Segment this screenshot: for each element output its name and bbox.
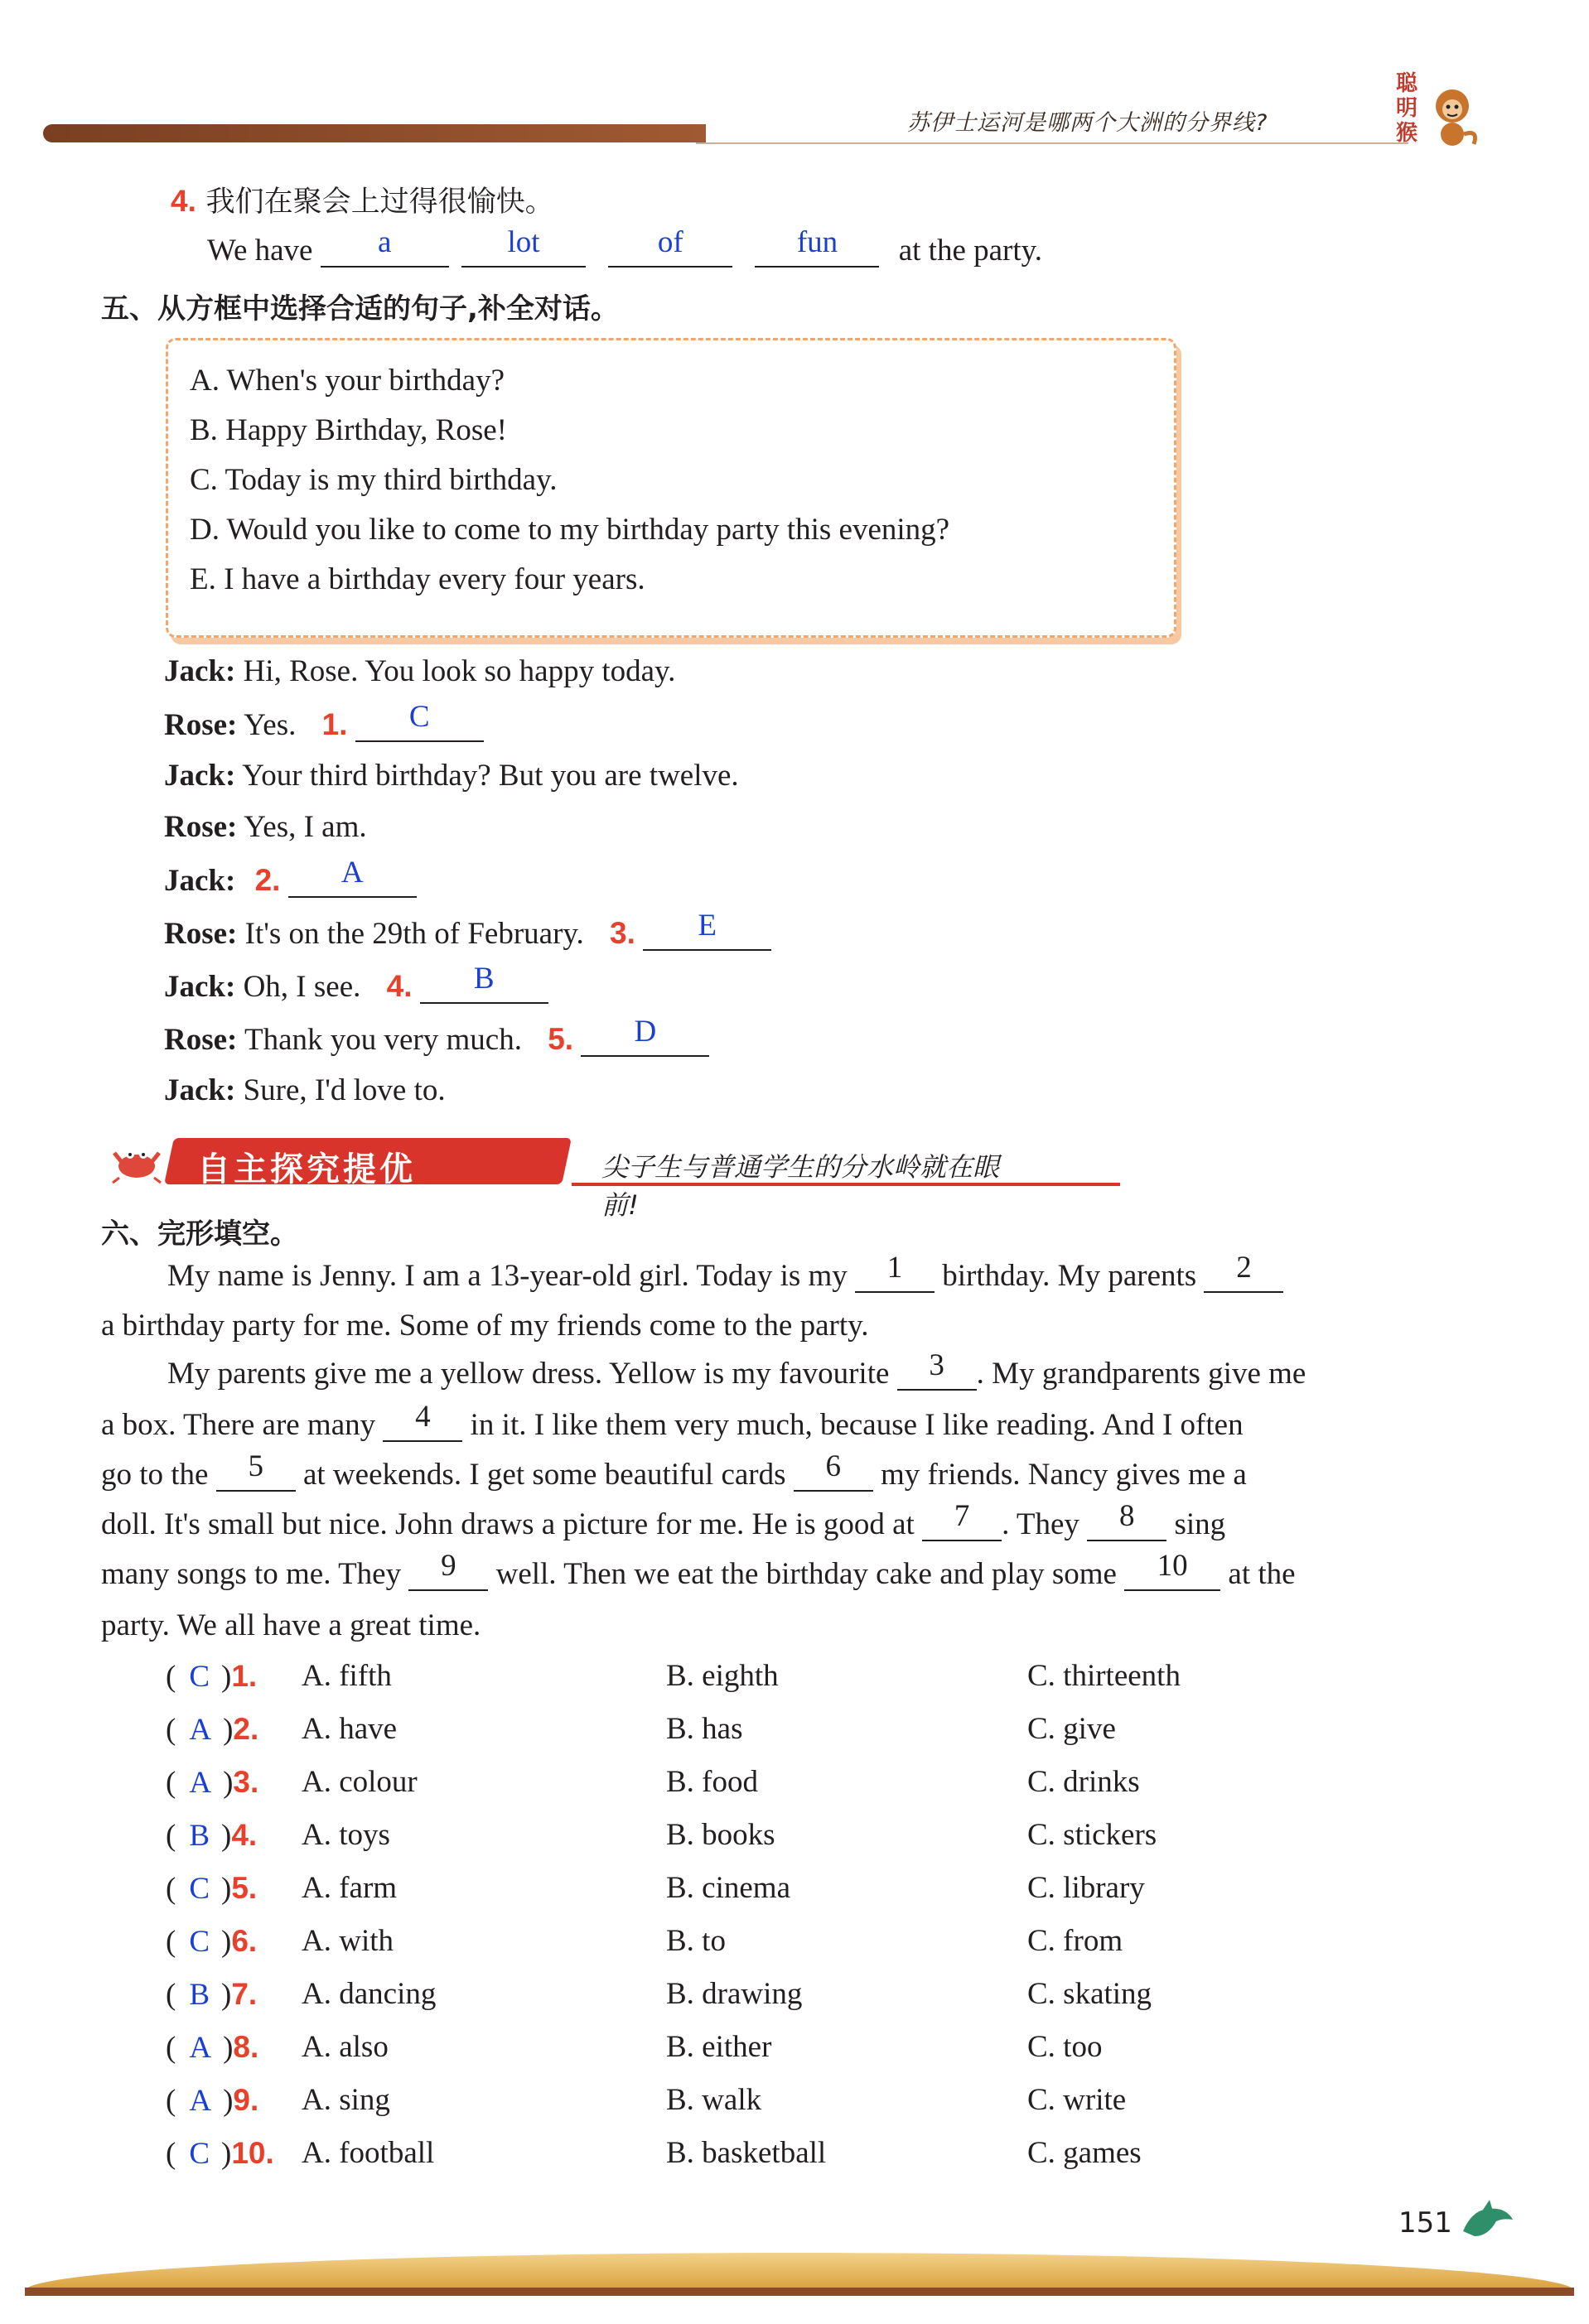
paren-close: ) <box>223 2031 234 2065</box>
paren-open: ( <box>166 2137 176 2171</box>
passage-line-4 <box>101 1400 1244 1442</box>
q4-blank-3[interactable] <box>608 225 732 268</box>
section5-title: 五、从方框中选择合适的句子,补全对话。 <box>101 292 619 325</box>
choice-b: B. cinema <box>666 1871 791 1905</box>
cloze-blank-2[interactable] <box>1204 1251 1283 1293</box>
choice-answer: C <box>189 1925 210 1959</box>
q4-blank-4[interactable] <box>755 225 879 268</box>
choice-number: 2. <box>233 1712 259 1746</box>
footer-base <box>25 2288 1574 2296</box>
passage-text: . They <box>1002 1507 1079 1541</box>
cloze-blank-4[interactable] <box>383 1400 462 1442</box>
passage-text: my friends. Nancy gives me a <box>881 1458 1247 1492</box>
choice-b: B. drawing <box>666 1977 803 2011</box>
paren-close: ) <box>223 1713 234 1747</box>
dialogue-answer-4: B <box>473 962 495 996</box>
passage-line-1 <box>167 1251 1283 1293</box>
choice-a: A. have <box>302 1712 398 1746</box>
section6-title: 六、完形填空。 <box>101 1217 298 1251</box>
choice-b: B. food <box>666 1765 758 1799</box>
choice-answer: B <box>189 1978 210 2012</box>
section-banner <box>108 1135 1019 1221</box>
cloze-blank-number: 6 <box>825 1449 842 1483</box>
passage-text: at weekends. I get some beautiful cards <box>302 1458 786 1492</box>
choice-c: C. library <box>1027 1871 1145 1905</box>
choice-c: C. give <box>1027 1712 1116 1746</box>
dialogue-blank-5[interactable] <box>581 1015 709 1057</box>
paren-close: ) <box>221 1872 232 1906</box>
q4-suffix: at the party. <box>898 234 1043 268</box>
dialogue-text: Thank you very much. <box>244 1023 522 1057</box>
paren-close: ) <box>221 1819 232 1853</box>
passage-text: many songs to me. They <box>101 1557 402 1591</box>
logo-text: 聪明猴 <box>1396 71 1418 146</box>
paren-open: ( <box>166 2084 176 2118</box>
blank-number: 3. <box>610 916 635 950</box>
choice-a: A. colour <box>302 1765 418 1799</box>
choice-a: A. with <box>302 1924 394 1958</box>
paren-open: ( <box>166 1766 176 1800</box>
choice-b: B. eighth <box>666 1659 779 1693</box>
choice-c: C. skating <box>1027 1977 1152 2011</box>
cloze-blank-number: 2 <box>1236 1251 1252 1285</box>
paren-close: ) <box>221 1978 232 2012</box>
choice-row[interactable] <box>166 1711 258 1748</box>
cloze-blank-7[interactable] <box>922 1499 1002 1541</box>
passage-line-7 <box>101 1549 1296 1591</box>
passage-line-5 <box>101 1449 1247 1492</box>
choice-answer: C <box>189 1660 210 1694</box>
choice-a: A. sing <box>302 2083 390 2117</box>
choice-c: C. games <box>1027 2136 1142 2170</box>
crab-icon <box>108 1138 166 1184</box>
choice-c: C. stickers <box>1027 1818 1157 1852</box>
choice-number: 4. <box>231 1818 258 1852</box>
option-e: E. I have a birthday every four years. <box>190 562 645 596</box>
dialogue-text: Oh, I see. <box>243 970 361 1004</box>
cloze-blank-6[interactable] <box>794 1449 873 1492</box>
choice-number: 7. <box>231 1977 258 2011</box>
banner-title: 自主探究提优 <box>197 1150 416 1189</box>
dialogue-text: Yes, I am. <box>244 810 367 844</box>
choice-number: 6. <box>231 1924 258 1958</box>
choice-a: A. fifth <box>302 1659 392 1693</box>
dialogue-line-2 <box>164 700 484 742</box>
choice-number: 8. <box>233 2030 259 2064</box>
q4-answer-4: fun <box>796 225 838 259</box>
q4-answer-2: lot <box>507 225 540 259</box>
cloze-blank-1[interactable] <box>855 1251 935 1293</box>
choice-number: 1. <box>231 1659 258 1693</box>
passage-text: birthday. My parents <box>942 1259 1197 1293</box>
speaker: Rose: <box>164 1023 238 1057</box>
speaker: Jack: <box>164 864 236 898</box>
passage-text: go to the <box>101 1458 209 1492</box>
dialogue-line-4 <box>164 812 367 842</box>
choice-number: 5. <box>231 1871 258 1905</box>
paren-open: ( <box>166 1660 176 1694</box>
speaker: Jack: <box>164 654 236 688</box>
paren-close: ) <box>221 2137 232 2171</box>
choice-b: B. books <box>666 1818 775 1852</box>
header-bar <box>43 124 706 142</box>
dialogue-blank-3[interactable] <box>643 909 771 951</box>
paren-open: ( <box>166 1978 176 2012</box>
passage-text: in it. I like them very much, because I like reading. And I often <box>470 1408 1244 1442</box>
choice-c: C. too <box>1027 2030 1103 2064</box>
blank-number: 2. <box>254 863 281 897</box>
blank-number: 4. <box>386 969 413 1003</box>
q4-prefix: We have <box>207 234 313 268</box>
dialogue-answer-1: C <box>408 700 430 734</box>
choice-row[interactable] <box>166 1658 257 1695</box>
cloze-blank-number: 4 <box>415 1400 431 1434</box>
dialogue-line-5 <box>164 856 417 898</box>
choice-a: A. football <box>302 2136 435 2170</box>
passage-line-2: a birthday party for me. Some of my friends come to the party. <box>101 1309 869 1343</box>
q4-answer-1: a <box>378 225 392 259</box>
page-number: 151 <box>1398 2206 1452 2240</box>
dialogue-blank-4[interactable] <box>420 962 548 1004</box>
cloze-blank-5[interactable] <box>216 1449 296 1492</box>
choice-number: 10. <box>231 2136 274 2170</box>
option-b: B. Happy Birthday, Rose! <box>190 413 507 447</box>
choice-b: B. basketball <box>666 2136 827 2170</box>
paren-close: ) <box>221 1660 232 1694</box>
choice-c: C. write <box>1027 2083 1127 2117</box>
choice-answer: A <box>189 2031 212 2065</box>
cloze-blank-10[interactable] <box>1124 1549 1220 1591</box>
choice-answer: C <box>189 2137 210 2171</box>
blank-number: 1. <box>321 707 348 741</box>
dolphin-icon <box>1458 2195 1516 2244</box>
passage-text: . My grandparents give me <box>976 1357 1306 1391</box>
q4-chinese-line <box>171 186 554 217</box>
dialogue-line-1 <box>164 656 675 687</box>
dialogue-line-6 <box>164 909 771 951</box>
dialogue-line-7 <box>164 962 548 1004</box>
paren-close: ) <box>223 2084 234 2118</box>
cloze-blank-8[interactable] <box>1087 1499 1166 1541</box>
cloze-blank-number: 5 <box>248 1449 263 1483</box>
cloze-blank-number: 1 <box>886 1251 903 1285</box>
passage-text: My parents give me a yellow dress. Yellow is my favourite <box>167 1357 890 1391</box>
cloze-blank-3[interactable] <box>897 1348 977 1391</box>
paren-open: ( <box>166 1925 176 1959</box>
choice-c: C. thirteenth <box>1027 1659 1181 1693</box>
choice-answer: B <box>189 1819 210 1853</box>
cloze-blank-9[interactable] <box>408 1549 488 1591</box>
choice-row[interactable] <box>166 1976 257 2013</box>
speaker: Rose: <box>164 917 238 951</box>
choice-a: A. toys <box>302 1818 390 1852</box>
option-a: A. When's your birthday? <box>190 364 505 398</box>
dialogue-blank-1[interactable] <box>355 700 484 742</box>
dialogue-text: Hi, Rose. You look so happy today. <box>243 654 676 688</box>
passage-line-8: party. We all have a great time. <box>101 1608 481 1642</box>
cloze-blank-number: 9 <box>441 1549 456 1583</box>
choice-c: C. drinks <box>1027 1765 1140 1799</box>
dialogue-answer-3: E <box>698 909 717 943</box>
choice-b: B. has <box>666 1712 743 1746</box>
monkey-icon <box>1424 83 1484 149</box>
cloze-blank-number: 10 <box>1157 1549 1188 1583</box>
cloze-blank-number: 7 <box>954 1499 970 1533</box>
paren-open: ( <box>166 2031 176 2065</box>
paren-close: ) <box>223 1766 234 1800</box>
speaker: Rose: <box>164 810 238 844</box>
dialogue-text: It's on the 29th of February. <box>244 917 584 951</box>
dialogue-line-8 <box>164 1015 709 1057</box>
passage-text: sing <box>1174 1507 1226 1541</box>
choices-list <box>166 1658 1243 2188</box>
dialogue-line-3 <box>164 760 739 791</box>
choice-b: B. either <box>666 2030 772 2064</box>
choice-row[interactable] <box>166 2029 258 2066</box>
dialogue-answer-2: A <box>340 856 364 890</box>
choice-answer: C <box>189 1872 210 1906</box>
choice-number: 9. <box>233 2083 259 2117</box>
choice-row[interactable] <box>166 2082 258 2119</box>
paren-close: ) <box>221 1925 232 1959</box>
header-rule <box>696 142 1408 144</box>
header-question: 苏伊士运河是哪两个大洲的分界线? <box>907 110 1268 136</box>
passage-text: well. Then we eat the birthday cake and play some <box>495 1557 1117 1591</box>
choice-row[interactable] <box>166 1817 257 1854</box>
q4-blank-1[interactable] <box>321 225 449 268</box>
passage-text: doll. It's small but nice. John draws a picture for me. He is good at <box>101 1507 915 1541</box>
banner-slogan: 尖子生与普通学生的分水岭就在眼前! <box>601 1151 1000 1221</box>
passage-text: at the <box>1228 1557 1296 1591</box>
q4-number: 4. <box>171 184 196 218</box>
cloze-blank-number: 3 <box>929 1348 944 1382</box>
q4-blank-2[interactable] <box>461 225 586 268</box>
dialogue-answer-5: D <box>634 1015 657 1049</box>
cloze-blank-number: 8 <box>1118 1499 1135 1533</box>
choice-answer: A <box>189 1713 212 1747</box>
q4-chinese: 我们在聚会上过得很愉快。 <box>205 186 554 219</box>
choice-row[interactable] <box>166 1764 258 1801</box>
speaker: Jack: <box>164 1073 236 1107</box>
paren-open: ( <box>166 1819 176 1853</box>
q4-english-line <box>207 225 1043 268</box>
dialogue-blank-2[interactable] <box>288 856 417 898</box>
choice-row[interactable] <box>166 2135 274 2172</box>
logo <box>1396 71 1487 154</box>
choice-b: B. to <box>666 1924 726 1958</box>
options-box <box>166 338 1176 638</box>
dialogue-line-9 <box>164 1075 446 1106</box>
choice-b: B. walk <box>666 2083 762 2117</box>
choice-a: A. also <box>302 2030 389 2064</box>
choice-number: 3. <box>233 1765 259 1799</box>
dialogue-text: Your third birthday? But you are twelve. <box>242 759 739 793</box>
speaker: Jack: <box>164 759 236 793</box>
speaker: Rose: <box>164 708 238 742</box>
dialogue-text: Sure, I'd love to. <box>243 1073 446 1107</box>
choice-a: A. dancing <box>302 1977 437 2011</box>
paren-open: ( <box>166 1872 176 1906</box>
q4-answer-3: of <box>657 225 683 259</box>
dialogue-text: Yes. <box>244 708 297 742</box>
option-c: C. Today is my third birthday. <box>190 463 558 497</box>
speaker: Jack: <box>164 970 236 1004</box>
passage-text: My name is Jenny. I am a 13-year-old girl. Today is my <box>167 1259 848 1293</box>
blank-number: 5. <box>548 1022 574 1056</box>
choice-row[interactable] <box>166 1870 257 1907</box>
choice-a: A. farm <box>302 1871 398 1905</box>
choice-c: C. from <box>1027 1924 1123 1958</box>
footer-bar <box>25 2253 1574 2291</box>
passage-line-3 <box>167 1348 1306 1391</box>
choice-row[interactable] <box>166 1923 257 1960</box>
choice-answer: A <box>189 1766 212 1800</box>
passage-text: a box. There are many <box>101 1408 376 1442</box>
passage-line-6 <box>101 1499 1226 1541</box>
paren-open: ( <box>166 1713 176 1747</box>
choice-answer: A <box>189 2084 212 2118</box>
option-d: D. Would you like to come to my birthday party this evening? <box>190 513 950 547</box>
